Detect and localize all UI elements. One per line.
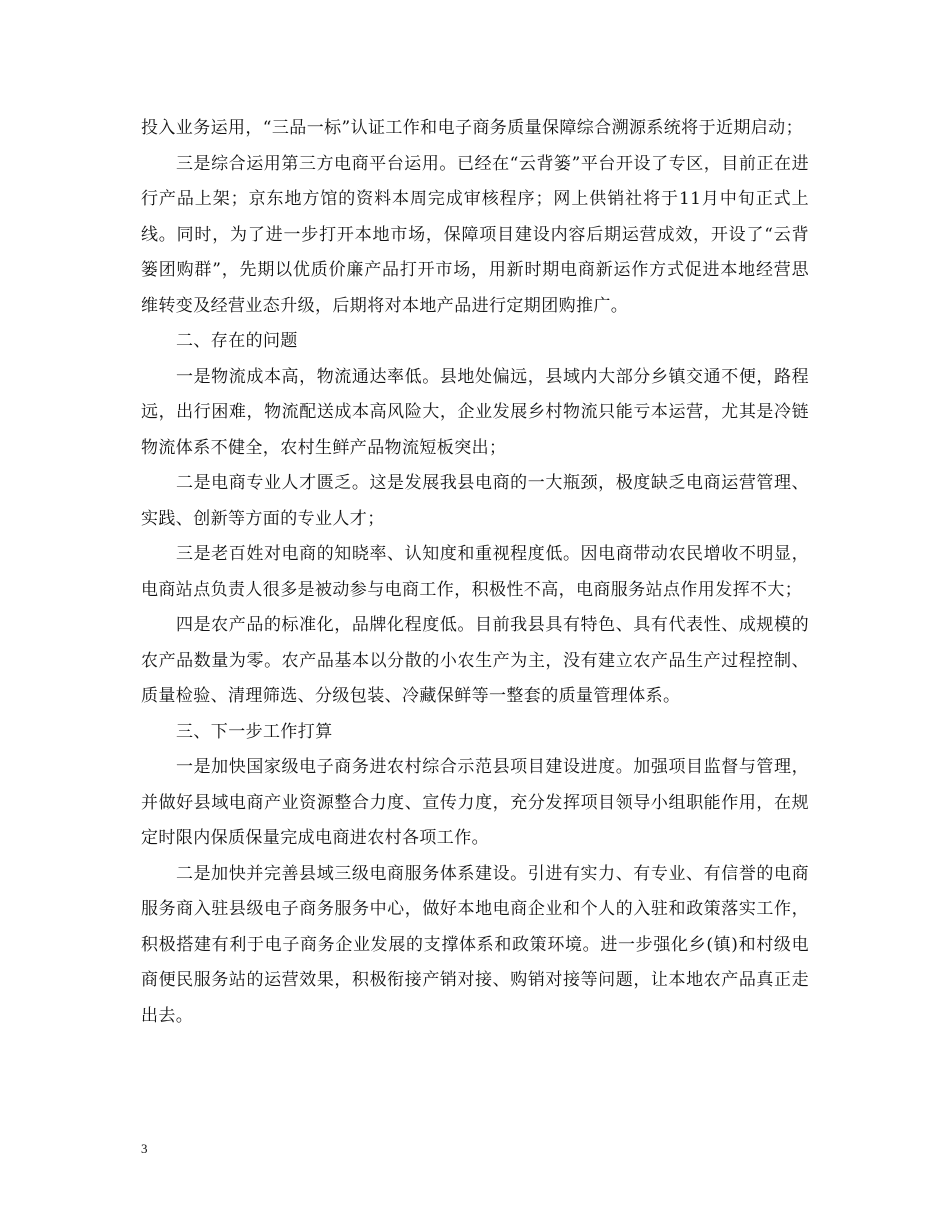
section-heading: 三、下一步工作打算	[176, 721, 333, 742]
page-number: 3	[141, 1141, 148, 1156]
paragraph: 二是电商专业人才匮乏。这是发展我县电商的一大瓶颈，极度缺乏电商运营管理、实践、创新等方面的专业人才；	[141, 473, 809, 529]
document-body	[141, 111, 809, 1034]
paragraph: 一是物流成本高，物流通达率低。县地处偏远，县域内大部分乡镇交通不便，路程远，出行困难，物流配送成本高风险大，企业发展乡村物流只能亏本运营，尤其是冷链物流体系不健全，农村生鲜产品物流短板突出；	[141, 366, 809, 458]
paragraph: 三是老百姓对电商的知晓率、认知度和重视程度低。因电商带动农民增收不明显，电商站点负责人很多是被动参与电商工作，积极性不高，电商服务站点作用发挥不大；	[141, 544, 809, 600]
paragraph: 四是农产品的标准化，品牌化程度低。目前我县具有特色、具有代表性、成规模的农产品数量为零。农产品基本以分散的小农生产为主，没有建立农产品生产过程控制、质量检验、清理筛选、分级包装、冷藏保鲜等一整套的质量管理体系。	[141, 615, 809, 706]
paragraph: 二是加快并完善县域三级电商服务体系建设。引进有实力、有专业、有信誉的电商服务商入驻县级电子商务服务中心，做好本地电商企业和个人的入驻和政策落实工作，积极搭建有利于电子商务企业发展的支撑体系和政策环境。进一步强化乡(镇)和村级电商便民服务站的运营效果，积极衔接产销对接、购销对接等问题，让本地农产品真正走出去。	[141, 863, 809, 1026]
section-heading: 二、存在的问题	[176, 331, 298, 351]
paragraph: 三是综合运用第三方电商平台运用。已经在“云背篓”平台开设了专区，目前正在进行产品上架；京东地方馆的资料本周完成审核程序；网上供销社将于11月中旬正式上线。同时，为了进一步打开本地市场，保障项目建设内容后期运营成效，开设了“云背篓团购群”，先期以优质价廉产品打开市场，用新时期电商新运作方式促进本地经营思维转变及经营业态升级，后期将对本地产品进行定期团购推广。	[141, 153, 809, 316]
paragraph: 一是加快国家级电子商务进农村综合示范县项目建设进度。加强项目监督与管理，并做好县域电商产业资源整合力度、宣传力度，充分发挥项目领导小组职能作用，在规定时限内保质保量完成电商进农村各项工作。	[141, 757, 809, 848]
paragraph: 投入业务运用，“三品一标”认证工作和电子商务质量保障综合溯源系统将于近期启动；	[141, 118, 803, 138]
